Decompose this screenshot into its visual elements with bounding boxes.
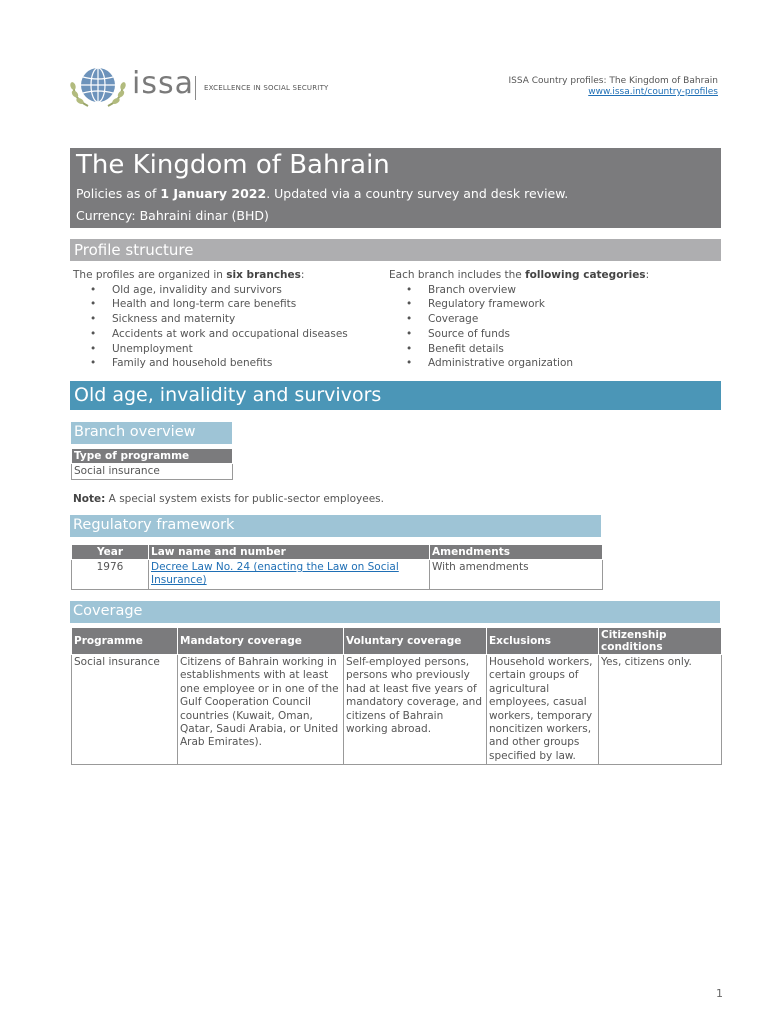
- list-item: • Family and household benefits: [73, 356, 373, 371]
- list-item: • Administrative organization: [389, 356, 709, 371]
- intro-text: Each branch includes the: [389, 269, 526, 281]
- branch-title: Old age, invalidity and survivors: [74, 384, 382, 406]
- policies-date: 1 January 2022: [160, 186, 267, 201]
- branches-list: [73, 283, 373, 371]
- list-item: • Coverage: [389, 312, 709, 327]
- country-profiles-link[interactable]: www.issa.int/country-profiles: [588, 87, 718, 97]
- branch-overview-label: Branch overview: [74, 424, 196, 440]
- branch-title-band: [70, 381, 721, 410]
- list-item: • Old age, invalidity and survivors: [73, 283, 373, 298]
- categories-column: [389, 268, 709, 371]
- programme-type-table: [71, 448, 233, 480]
- col-header-amendments: Amendments: [430, 545, 603, 560]
- cell-mandatory: Citizens of Bahrain working in establishments with at least one employee or in one of the Gulf Cooperation Council countries (Kuwait, Oman, Qatar, Saudi Arabia, or United Arab Emirates).: [178, 655, 344, 765]
- cell-voluntary: Self-employed persons, persons who previously had at least five years of mandatory coverage, and citizens of Bahrain working abroad.: [344, 655, 487, 765]
- branches-column: [73, 268, 373, 371]
- page-number: 1: [716, 987, 723, 1000]
- cell-amendments: With amendments: [430, 560, 603, 590]
- intro-bold: following categories: [525, 269, 646, 281]
- table-row: [72, 560, 603, 590]
- categories-list: [389, 283, 709, 371]
- col-header-year: Year: [72, 545, 149, 560]
- logo-divider: [195, 76, 196, 100]
- cell-citizenship: Yes, citizens only.: [599, 655, 722, 765]
- list-item: • Regulatory framework: [389, 297, 709, 312]
- intro-bold: six branches: [226, 269, 301, 281]
- intro-colon: :: [645, 269, 650, 281]
- col-header-mandatory: Mandatory coverage: [178, 628, 344, 655]
- cell-exclusions: Household workers, certain groups of agricultural employees, casual workers, temporary noncitizen workers, and other groups specified by law.: [487, 655, 599, 765]
- profile-structure-label: Profile structure: [74, 241, 194, 259]
- doc-label: ISSA Country profiles: The Kingdom of Bahrain: [508, 76, 718, 86]
- list-item: • Health and long-term care benefits: [73, 297, 373, 312]
- regulatory-heading: [70, 515, 601, 537]
- note-label: Note:: [73, 493, 106, 505]
- col-header-voluntary: Voluntary coverage: [344, 628, 487, 655]
- regulatory-table: [71, 544, 603, 590]
- list-item: • Unemployment: [73, 342, 373, 357]
- branch-note: [73, 493, 384, 505]
- cell-programme: Social insurance: [72, 655, 178, 765]
- policies-prefix: Policies as of: [76, 186, 161, 201]
- list-item: • Accidents at work and occupational diseases: [73, 327, 373, 342]
- type-header: Type of programme: [72, 449, 233, 464]
- categories-intro: [389, 268, 709, 283]
- intro-colon: :: [300, 269, 305, 281]
- intro-text: The profiles are organized in: [73, 269, 227, 281]
- logo-tagline: EXCELLENCE IN SOCIAL SECURITY: [204, 84, 329, 92]
- issa-globe-icon: [68, 64, 128, 110]
- policies-suffix: . Updated via a country survey and desk review.: [266, 186, 569, 201]
- currency-line: Currency: Bahraini dinar (BHD): [76, 208, 269, 223]
- profile-structure-heading: [70, 239, 721, 261]
- col-header-law: Law name and number: [149, 545, 430, 560]
- branches-intro: [73, 268, 373, 283]
- list-item: • Sickness and maternity: [73, 312, 373, 327]
- header-right: [508, 76, 718, 98]
- logo-wordmark: issa: [132, 66, 194, 101]
- type-value: Social insurance: [72, 464, 233, 480]
- policies-line: [76, 186, 568, 201]
- note-text: A special system exists for public-sector employees.: [105, 493, 384, 505]
- coverage-table: [71, 627, 722, 765]
- cell-year: 1976: [72, 560, 149, 590]
- col-header-programme: Programme: [72, 628, 178, 655]
- col-header-exclusions: Exclusions: [487, 628, 599, 655]
- page-title: The Kingdom of Bahrain: [76, 150, 390, 180]
- list-item: • Benefit details: [389, 342, 709, 357]
- cell-law: [149, 560, 430, 590]
- table-row: [72, 655, 722, 765]
- branch-overview-heading: [71, 422, 232, 444]
- list-item: • Source of funds: [389, 327, 709, 342]
- regulatory-label: Regulatory framework: [73, 517, 235, 533]
- title-block: [70, 148, 721, 228]
- coverage-label: Coverage: [73, 603, 143, 619]
- col-header-citizenship: Citizenship conditions: [599, 628, 722, 655]
- coverage-heading: [70, 601, 720, 623]
- list-item: • Branch overview: [389, 283, 709, 298]
- law-link[interactable]: Decree Law No. 24 (enacting the Law on Social Insurance): [151, 561, 399, 587]
